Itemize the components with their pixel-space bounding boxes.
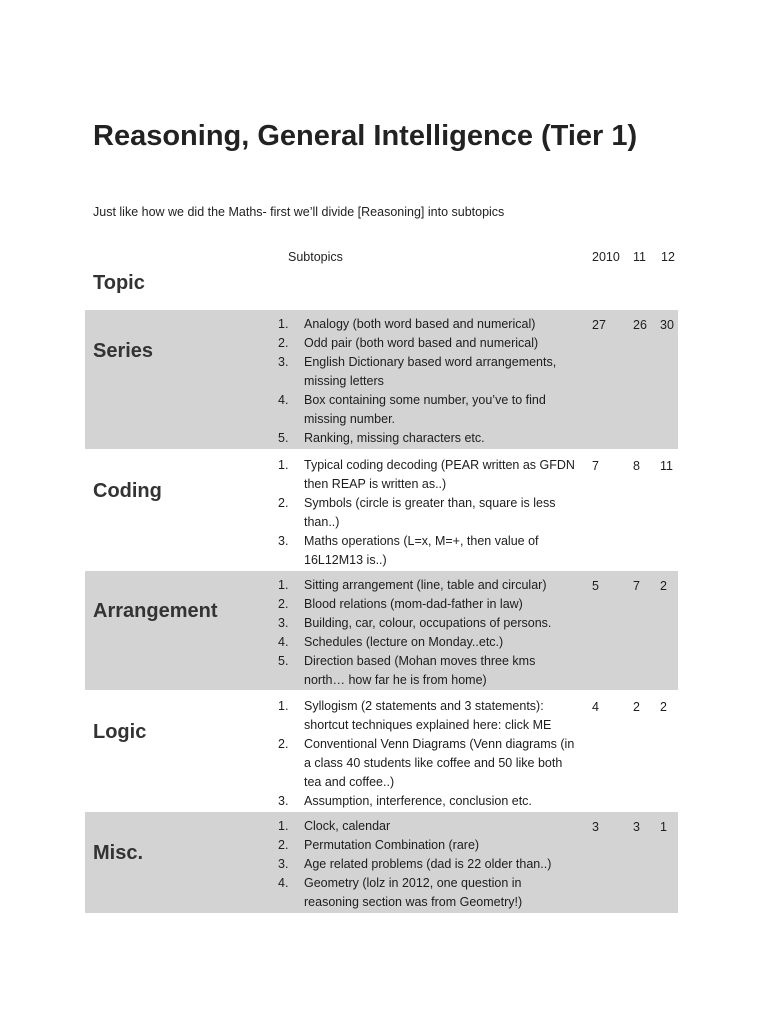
topic-name: Coding (93, 480, 162, 502)
list-item-number: 1. (278, 578, 289, 592)
list-item-text: Schedules (lecture on Monday..etc.) (304, 635, 504, 649)
year-count: 26 (633, 318, 647, 332)
list-item-text: Geometry (lolz in 2012, one question in reasoning section was from Geometry!) (304, 876, 523, 909)
header-year-2010: 2010 (592, 250, 620, 264)
subtopic-list (278, 817, 578, 912)
list-item-text: Box containing some number, you’ve to find missing number. (304, 393, 546, 426)
year-count: 27 (592, 318, 606, 332)
list-item-text: Syllogism (2 statements and 3 statements): shortcut techniques explained here: click ME (304, 699, 552, 732)
year-count: 8 (633, 459, 640, 473)
list-item-text: Ranking, missing characters etc. (304, 431, 485, 445)
list-item (278, 697, 578, 735)
list-item-number: 1. (278, 317, 289, 331)
list-item (278, 633, 578, 652)
list-item-number: 4. (278, 876, 289, 890)
list-item (278, 576, 578, 595)
list-item (278, 353, 578, 391)
list-item (278, 595, 578, 614)
list-item-number: 3. (278, 857, 289, 871)
list-item-number: 2. (278, 737, 289, 751)
list-item (278, 334, 578, 353)
list-item (278, 456, 578, 494)
list-item (278, 429, 578, 448)
list-item-number: 3. (278, 616, 289, 630)
list-item-number: 4. (278, 635, 289, 649)
list-item (278, 532, 578, 570)
year-count: 7 (592, 459, 599, 473)
list-item (278, 836, 578, 855)
page-title: Reasoning, General Intelligence (Tier 1) (93, 120, 638, 152)
year-count: 2 (660, 700, 667, 714)
table-row (85, 310, 678, 449)
list-item-text: Blood relations (mom-dad-father in law) (304, 597, 523, 611)
list-item-text: Age related problems (dad is 22 older than..) (304, 857, 552, 871)
topic-name: Series (93, 340, 154, 362)
list-item-number: 2. (278, 496, 289, 510)
list-item-number: 2. (278, 597, 289, 611)
year-count: 3 (633, 820, 640, 834)
list-item (278, 652, 578, 690)
list-item-text: Building, car, colour, occupations of persons. (304, 616, 552, 630)
header-subtopics: Subtopics (288, 250, 343, 264)
list-item-text: Odd pair (both word based and numerical) (304, 336, 539, 350)
table-row (85, 692, 678, 810)
subtopic-list (278, 456, 578, 570)
list-item-number: 3. (278, 534, 289, 548)
list-item (278, 792, 578, 811)
year-count: 2 (633, 700, 640, 714)
year-count: 7 (633, 579, 640, 593)
list-item-text: Permutation Combination (rare) (304, 838, 480, 852)
year-count: 3 (592, 820, 599, 834)
year-count: 30 (660, 318, 674, 332)
list-item-number: 4. (278, 393, 289, 407)
list-item (278, 855, 578, 874)
topic-name: Logic (93, 721, 147, 743)
year-count: 2 (660, 579, 667, 593)
list-item (278, 614, 578, 633)
topic-name: Misc. (93, 842, 144, 864)
list-item-number: 2. (278, 336, 289, 350)
header-year-11: 11 (633, 250, 646, 264)
list-item-number: 3. (278, 355, 289, 369)
list-item-number: 5. (278, 654, 289, 668)
list-item (278, 874, 578, 912)
list-item-text: Clock, calendar (304, 819, 391, 833)
list-item (278, 315, 578, 334)
header-topic: Topic (93, 272, 145, 294)
list-item (278, 817, 578, 836)
list-item-text: Assumption, interference, conclusion etc. (304, 794, 532, 808)
table-row (85, 451, 678, 569)
header-year-12: 12 (661, 250, 675, 264)
list-item-number: 3. (278, 794, 289, 808)
year-count: 4 (592, 700, 599, 714)
table-row (85, 571, 678, 690)
list-item (278, 494, 578, 532)
list-item-text: Symbols (circle is greater than, square is less than..) (304, 496, 556, 529)
list-item-text: Sitting arrangement (line, table and circular) (304, 578, 547, 592)
list-item (278, 735, 578, 792)
list-item-text: Conventional Venn Diagrams (Venn diagrams (in a class 40 students like coffee and 50 like both tea and coffee..) (304, 737, 575, 789)
subtopic-list (278, 315, 578, 448)
year-count: 5 (592, 579, 599, 593)
subtopic-list (278, 576, 578, 690)
year-count: 11 (660, 459, 673, 473)
list-item-text: Maths operations (L=x, M=+, then value of 16L12M13 is..) (304, 534, 539, 567)
topic-name: Arrangement (93, 600, 218, 622)
list-item-number: 1. (278, 819, 289, 833)
list-item-text: English Dictionary based word arrangements, missing letters (304, 355, 557, 388)
list-item-number: 2. (278, 838, 289, 852)
list-item-number: 1. (278, 458, 289, 472)
subtopic-list (278, 697, 578, 811)
list-item-number: 5. (278, 431, 289, 445)
list-item (278, 391, 578, 429)
intro-text: Just like how we did the Maths- first we’ll divide [Reasoning] into subtopics (93, 205, 505, 219)
list-item-number: 1. (278, 699, 289, 713)
year-count: 1 (660, 820, 667, 834)
table-row (85, 812, 678, 913)
list-item-text: Direction based (Mohan moves three kms north… how far he is from home) (304, 654, 536, 687)
list-item-text: Analogy (both word based and numerical) (304, 317, 536, 331)
list-item-text: Typical coding decoding (PEAR written as GFDN then REAP is written as..) (304, 458, 575, 491)
